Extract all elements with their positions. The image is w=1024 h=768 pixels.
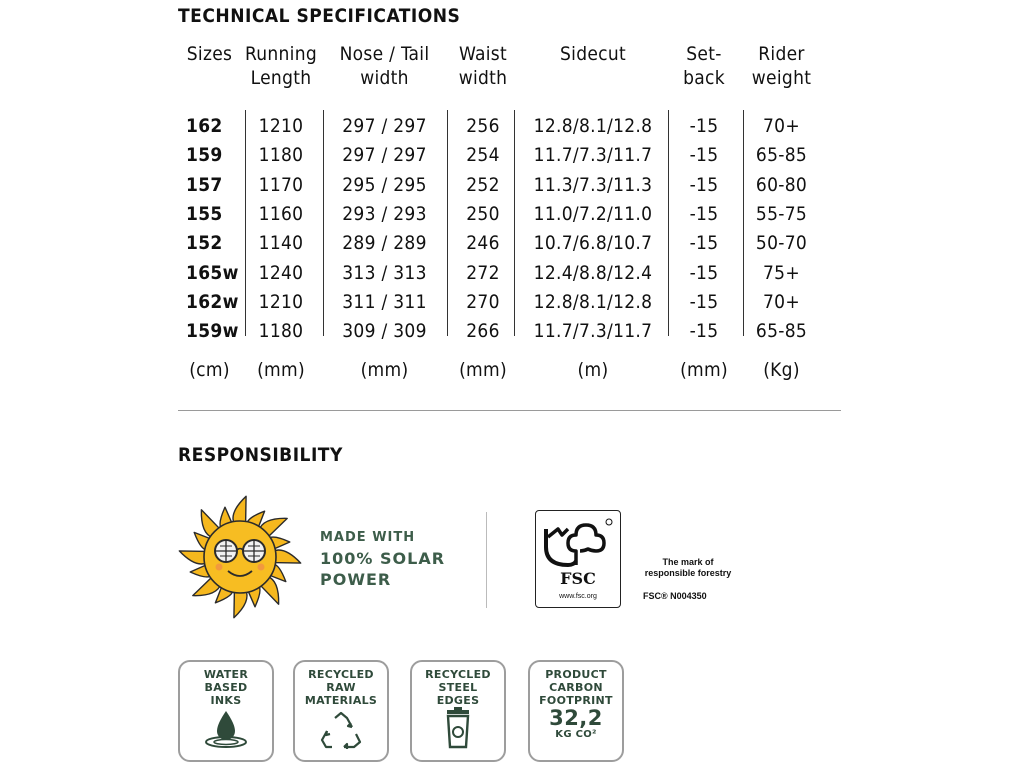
unit-cell: (Kg) <box>763 359 800 382</box>
specs-header-row <box>178 42 823 112</box>
table-cell: 266 <box>466 320 500 343</box>
fsc-mark-line1: The mark of <box>662 557 714 567</box>
size-cell: 162 <box>186 115 223 138</box>
table-cell: -15 <box>689 261 719 284</box>
table-row <box>178 288 823 317</box>
column-separator <box>447 110 448 336</box>
column-separator <box>245 110 246 336</box>
table-cell: 12.8/8.1/12.8 <box>533 290 653 313</box>
logo-divider <box>486 512 487 608</box>
table-cell: 313 / 313 <box>342 261 427 284</box>
column-header-line: weight <box>751 67 812 89</box>
table-cell: 297 / 297 <box>342 115 427 138</box>
column-header <box>241 42 321 112</box>
table-cell: 1240 <box>258 261 304 284</box>
table-cell: 1210 <box>258 115 304 138</box>
water-drop-icon <box>201 708 251 750</box>
fsc-tree-icon <box>542 517 616 569</box>
tech-specs-title: TECHNICAL SPECIFICATIONS <box>178 5 461 27</box>
table-cell: 60-80 <box>755 173 808 196</box>
table-cell: 246 <box>466 232 500 255</box>
column-header-line: Sizes <box>186 43 233 65</box>
recycle-bin-icon <box>438 706 478 750</box>
fsc-mark-text <box>633 557 743 579</box>
table-cell: 254 <box>466 144 500 167</box>
badge-line: FOOTPRINT <box>539 694 613 707</box>
solar-power-label <box>320 527 480 590</box>
column-header-line: Set- <box>686 43 722 65</box>
unit-cell: (mm) <box>257 359 305 382</box>
specs-table <box>178 42 823 394</box>
table-cell: 11.7/7.3/11.7 <box>533 144 653 167</box>
sun-sunglasses-icon <box>176 493 304 621</box>
table-cell: 1160 <box>258 203 304 226</box>
table-row <box>178 171 823 200</box>
table-cell: 1180 <box>258 320 304 343</box>
table-cell: 256 <box>466 115 500 138</box>
table-cell: 295 / 295 <box>342 173 427 196</box>
table-cell: 270 <box>466 290 500 313</box>
solar-line1: MADE WITH <box>320 530 416 545</box>
column-header-line: Rider <box>758 43 805 65</box>
column-header <box>740 42 823 112</box>
column-header-line: width <box>360 67 409 89</box>
table-cell: 11.7/7.3/11.7 <box>533 320 653 343</box>
column-separator <box>514 110 515 336</box>
badge-line: MATERIALS <box>304 694 378 707</box>
table-cell: 1180 <box>258 144 304 167</box>
table-cell: 70+ <box>763 115 800 138</box>
badge-recycled-edges <box>410 660 506 762</box>
table-cell: 75+ <box>763 261 800 284</box>
table-cell: 12.8/8.1/12.8 <box>533 115 653 138</box>
table-row <box>178 200 823 229</box>
table-cell: 1210 <box>258 290 304 313</box>
table-cell: 65-85 <box>755 320 808 343</box>
column-header <box>178 42 241 112</box>
column-separator <box>668 110 669 336</box>
size-cell: 155 <box>186 203 223 226</box>
badge-line: RAW <box>326 681 356 694</box>
badge-line: INKS <box>210 694 242 707</box>
column-separator <box>743 110 744 336</box>
table-cell: -15 <box>689 320 719 343</box>
table-cell: 252 <box>466 173 500 196</box>
table-row <box>178 112 823 141</box>
fsc-logo-text: FSC <box>560 569 596 588</box>
size-cell: 157 <box>186 173 223 196</box>
fsc-url: www.fsc.org <box>559 593 597 600</box>
table-cell: -15 <box>689 290 719 313</box>
column-header <box>668 42 740 112</box>
unit-cell: (mm) <box>459 359 507 382</box>
table-cell: 11.3/7.3/11.3 <box>533 173 653 196</box>
column-header-line: back <box>683 67 725 89</box>
column-header-line: width <box>458 67 508 89</box>
table-cell: 55-75 <box>755 203 808 226</box>
solar-line3: POWER <box>320 570 392 589</box>
unit-cell: (cm) <box>189 359 230 382</box>
unit-cell: (mm) <box>680 359 728 382</box>
responsibility-title: RESPONSIBILITY <box>178 444 343 466</box>
badge-carbon-footprint <box>528 660 624 762</box>
table-cell: 12.4/8.8/12.4 <box>533 261 653 284</box>
column-header-line: Nose / Tail <box>339 43 430 65</box>
table-cell: -15 <box>689 144 719 167</box>
specs-body <box>178 112 823 394</box>
column-header <box>448 42 518 112</box>
table-cell: -15 <box>689 173 719 196</box>
unit-cell: (m) <box>577 359 609 382</box>
table-cell: -15 <box>689 232 719 255</box>
table-cell: 289 / 289 <box>342 232 427 255</box>
column-header-line: Length <box>250 67 312 89</box>
badge-line: PRODUCT <box>545 668 607 681</box>
column-header-line: Sidecut <box>559 43 626 65</box>
carbon-unit: KG CO² <box>555 729 597 740</box>
recycle-icon <box>318 710 364 750</box>
size-cell: 159w <box>186 320 239 343</box>
table-cell: 250 <box>466 203 500 226</box>
table-cell: 65-85 <box>755 144 808 167</box>
table-cell: 70+ <box>763 290 800 313</box>
solar-line2: 100% SOLAR <box>320 549 446 568</box>
column-separator <box>323 110 324 336</box>
badge-line: RECYCLED <box>425 668 491 681</box>
size-cell: 152 <box>186 232 223 255</box>
table-cell: 309 / 309 <box>342 320 427 343</box>
table-cell: -15 <box>689 115 719 138</box>
column-header-line: Waist <box>458 43 508 65</box>
badge-line: RECYCLED <box>308 668 374 681</box>
badge-line: EDGES <box>436 694 480 707</box>
table-cell: -15 <box>689 203 719 226</box>
size-cell: 159 <box>186 144 223 167</box>
fsc-license: FSC® N004350 <box>643 591 707 601</box>
table-row <box>178 317 823 346</box>
badge-line: WATER <box>203 668 249 681</box>
units-row <box>178 346 823 394</box>
badge-recycled-materials <box>293 660 389 762</box>
size-cell: 165w <box>186 261 239 284</box>
column-header-line: Running <box>244 43 318 65</box>
column-header <box>518 42 668 112</box>
table-row <box>178 141 823 170</box>
table-cell: 1170 <box>258 173 304 196</box>
table-cell: 297 / 297 <box>342 144 427 167</box>
size-cell: 162w <box>186 290 239 313</box>
badge-line: STEEL <box>438 681 478 694</box>
fsc-logo <box>535 510 621 608</box>
table-cell: 272 <box>466 261 500 284</box>
badge-line: BASED <box>204 681 248 694</box>
table-cell: 11.0/7.2/11.0 <box>533 203 653 226</box>
column-header <box>321 42 448 112</box>
table-row <box>178 258 823 287</box>
table-row <box>178 229 823 258</box>
unit-cell: (mm) <box>360 359 409 382</box>
table-cell: 293 / 293 <box>342 203 427 226</box>
table-cell: 10.7/6.8/10.7 <box>533 232 653 255</box>
table-cell: 50-70 <box>755 232 808 255</box>
section-divider <box>178 410 841 411</box>
badge-water-inks <box>178 660 274 762</box>
table-cell: 311 / 311 <box>342 290 427 313</box>
carbon-value: 32,2 <box>549 706 603 730</box>
badge-line: CARBON <box>549 681 603 694</box>
table-cell: 1140 <box>258 232 304 255</box>
fsc-mark-line2: responsible forestry <box>644 568 732 578</box>
